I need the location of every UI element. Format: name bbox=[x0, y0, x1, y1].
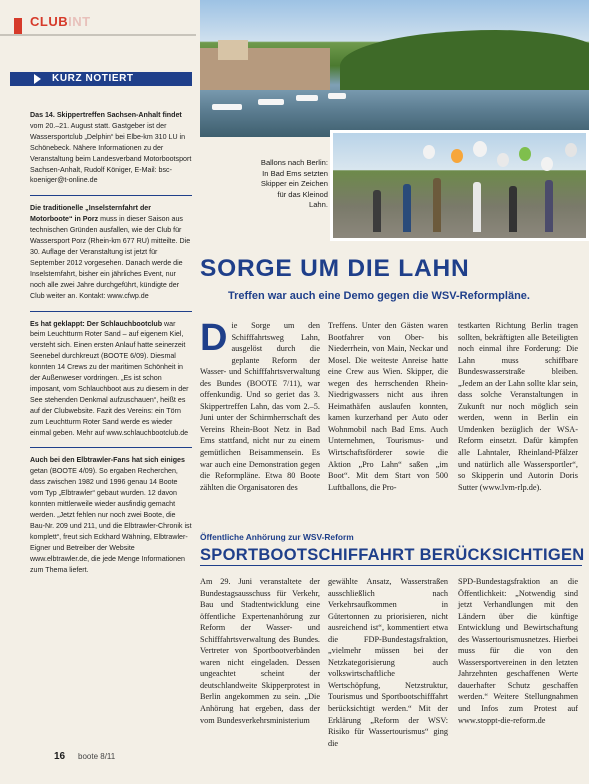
article-column-1: Die Sorge um den Schifffahrtsweg Lahn, ausgelöst durch die geplante Reform der Wasser- und Schifffahrtsverwaltung des Bundes (BOOTE 7/11), war offenkundig. Und so geriet das 3. Skippertreffen Lahn, das vom 2.–5. Juni unter der Schirmherrschaft des Vereins Rhein-Boot Netz in Bad Ems stattfand, nicht nur zu einem gemütlichen Beisammensein. Es war auch eine Demonstration gegen die Reformpläne. Etwa 80 Boote zählten die Organisatoren des bbox=[200, 317, 320, 492]
magazine-issue: boote 8/11 bbox=[78, 752, 116, 761]
section-title: CLUBINT bbox=[30, 14, 91, 29]
photo-balloon bbox=[565, 143, 577, 157]
photo-hill bbox=[340, 30, 589, 90]
article2-column-3: SPD-Bundestagsfraktion an die Öffentlichkeit: „Notwendig sind jetzt Verhandlungen mit den Ländern über die künftige Entwicklung und Bewirtschaftung des Wassertourismusnetzes. Hierbei muss für die von den Wassersportvereinen in den letzten Jahrzehnten geschaffenen Werte dauerhafter Schutz geschaffen werden.“ Weitere Stellungnahmen und Infos zum Protest auf www.stoppt-die-reform.de bbox=[458, 577, 578, 725]
photo-balloon bbox=[497, 153, 509, 167]
photo-balloon bbox=[519, 147, 531, 161]
photo-person bbox=[403, 184, 411, 232]
balloon-launch-photo bbox=[330, 130, 589, 241]
photo-person bbox=[433, 178, 441, 232]
photo-building bbox=[218, 40, 248, 60]
news-item: Das 14. Skippertreffen Sachsen-Anhalt findet vom 20.–21. August statt. Gastgeber ist der Wassersportclub „Delphin“ bei Elbe-km 310 LU in Schönebeck. Nähere Informationen zu der Veranstaltung beim Landesverband Motorbootsport Sachsen-Anhalt, Rudolf Königer, E-Mail: bsc-koeniger@t-online.de bbox=[30, 110, 192, 196]
article-column-3: testkarten Richtung Berlin tragen sollten, bekräftigten alle Beteiligten noch einmal ihre Forderung: Die Lahn muss schiffbare Bundeswasserstraße bleiben. „Jedem an der Lahn sollte klar sein, dass solche Veranstaltungen in Zukunft nur noch möglich sein werden, wenn in Berlin ein Umdenken bezüglich der WSA-Reform einsetzt. Dafür kämpfen alle Lahntaler, Rheinland-Pfälzer und natürlich alle Wassersportler“, so Skipperin und Autorin Doris Sutter (www.lvm-rlp.de). bbox=[458, 321, 578, 492]
news-sidebar bbox=[30, 110, 192, 591]
photo-boat bbox=[296, 95, 318, 101]
news-item: Die traditionelle „Inselsternfahrt der Motorboote“ in Porz muss in dieser Saison aus technischen Gründen ausfallen, wie der Club für Wassersport Porz (Rhein-km 677 RU) mitteilte. Die 30. Auflage der Veranstaltung ist jetzt für September 2012 vorgesehen. Danach werde die Inselsternfahrt, bisher ein jährliches Event, nur noch alle zwei Jahre durchgeführt, kündigte der Club weiter an. Kontakt: www.cfwp.de bbox=[30, 203, 192, 311]
section-header bbox=[0, 8, 196, 36]
photo-person bbox=[473, 182, 481, 232]
news-item: Es hat geklappt: Der Schlauchbootclub war beim Leuchtturm Roter Sand – auf eigenem Kiel, versteht sich. Einen ersten Anlauf hatte seinerzeit Seenebel durchkreuzt (BOOTE 6/09). Diesmal konnten 14 Crews zu der maritimen Schönheit in der Außenweser vordringen. „Es ist schon imposant, vom Schlauchboot aus zu diesem in der See stehenden Denkmal aufzuschauen“, heißt es auf der Clubwebsite. Fazit des Vereins: ein Törn zum Leuchtturm Roter Sand werde es wieder einmal geben. Mehr auf www.schlauchbootclub.de bbox=[30, 319, 192, 449]
article2-headline: SPORTBOOTSCHIFFAHRT BERÜCKSICHTIGEN bbox=[200, 546, 585, 564]
headline-rule bbox=[200, 565, 582, 566]
triangle-arrow-icon bbox=[34, 74, 41, 84]
photo-person bbox=[545, 180, 553, 232]
section-marker bbox=[14, 18, 22, 34]
section-label: Öffentliche Anhörung zur WSV-Reform bbox=[200, 532, 354, 542]
photo-balloon bbox=[473, 141, 487, 157]
article-subhead: Treffen war auch eine Demo gegen die WSV-Reformpläne. bbox=[228, 290, 530, 302]
page-number: 16 bbox=[54, 751, 66, 762]
river-lahn-photo bbox=[200, 0, 589, 137]
news-item: Auch bei den Elbtrawler-Fans hat sich einiges getan (BOOTE 4/09). So ergaben Recherchen, dass zwischen 1982 und 1996 genau 14 Boote vom Typ „Elbtrawler“ gebaut wurden. 12 davon konnten mittlerweile wieder ausfindig gemacht werden. „Jetzt fehlen nur noch zwei Boote, die Bau-Nr. 209 und 211, und die Elbtrawler-Chronik ist komplett“, freut sich Eckhard Wähning, Elbtrawler-Eigner und Betreiber der Website www.elbtrawler.de, die jede Menge Informationen zum Thema liefert. bbox=[30, 456, 192, 574]
photo-caption: Ballons nach Berlin: In Bad Ems setzten Skipper ein Zeichen für das Kleinod Lahn. bbox=[260, 158, 328, 210]
photo-person bbox=[373, 190, 381, 232]
article-column-2: Treffens. Unter den Gästen waren Bootfahrer von Ober- bis Niederrhein, von Main, Neckar und Mosel. Die weiteste Anreise hatte eine Crew aus Wien. Skipper, die wegen des herrschenden Rhein-Niedrigwassers nicht aus ihren Heimathäfen auslaufen konnten, kamen kurzerhand per Auto oder Wohnmobil nach Bad Ems. Auch Unternehmen, Tourismus- und Wirtschaftsförderer sowie die Aktion „Pro Lahn“ saßen „im Boot“. Mit dem Start von 500 Luftballons, die Pro- bbox=[328, 321, 448, 492]
photo-boat bbox=[328, 93, 346, 99]
article2-column-1: Am 29. Juni veranstaltete der Bundestagsausschuss für Verkehr, Bau und Stadtentwicklung eine öffentliche Expertenanhörung zur Reform der Wasser- und Schifffahrtsverwaltung des Bundes. Vertreter von Sportbootverbänden waren nicht eingeladen. Dessen ungeachtet scheint der deutschlandweite Skipperprotest in Berlin angekommen zu sein. „Die Anhörung hat ergeben, dass der vom Bundesverkehrsministerium bbox=[200, 577, 320, 725]
photo-balloon bbox=[423, 145, 435, 159]
kurz-notiert-title: KURZ NOTIERT bbox=[52, 73, 134, 84]
photo-boat bbox=[212, 104, 242, 110]
kurz-notiert-bar bbox=[10, 72, 192, 86]
article-headline: SORGE UM DIE LAHN bbox=[200, 255, 470, 282]
article2-column-2: gewählte Ansatz, Wasserstraßen ausschließlich nach Verkehrsaufkommen in Gütertonnen zu priorisieren, nicht ausreichend ist“, kommentiert etwa die FDP-Bundestagsfraktion, „vielmehr müssen bei der Netzkategorisierung auch volkswirtschaftliche Wertschöpfung, Netzstruktur, Tourismus und Sportbootschifffahrt berücksichtigt werden.“ Mit der Erklärung „Reform der WSV: Risiko für Wassertourismus“ ging die bbox=[328, 577, 448, 748]
drop-cap: D bbox=[200, 317, 228, 359]
photo-balloon bbox=[541, 157, 553, 171]
photo-boat bbox=[258, 99, 284, 105]
photo-person bbox=[509, 186, 517, 232]
photo-balloon bbox=[451, 149, 463, 163]
